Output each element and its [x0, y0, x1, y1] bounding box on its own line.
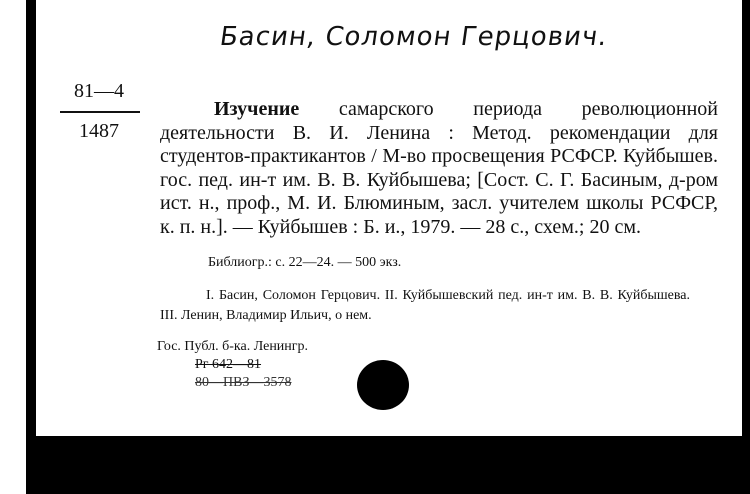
- bibliography-note: Библиогр.: с. 22—24. — 500 экз.: [208, 255, 402, 270]
- library-stamp-line-3: 80—ПВЗ—3578: [195, 375, 292, 390]
- library-stamp-line-2: Рг 642—81: [195, 357, 262, 372]
- bibliographic-description: [160, 98, 718, 239]
- classification-divider: [60, 111, 140, 113]
- punch-hole: [357, 360, 409, 410]
- handwritten-heading: Басин, Соломон Герцович.: [217, 22, 610, 52]
- library-stamp: [157, 338, 308, 392]
- title-bold: Изучение: [214, 98, 300, 120]
- tracings: I. Басин, Соломон Герцович. II. Куйбышевский пед. ин-т им. В. В. Куйбышева. III. Ленин, Владимир Ильич, о нем.: [160, 288, 690, 323]
- scan-left-margin: [0, 0, 26, 494]
- library-stamp-line-1: Гос. Публ. б-ка. Ленингр.: [157, 339, 309, 354]
- description-text: самарского периода революционной деятельности В. И. Ленина : Метод. рекомендации для студентов-практикантов / М-во просвещения РСФСР. Куйбышев. гос. пед. ин-т им. В. В. Куйбышева; [Сост. С. Г. Басиным, д-ром ист. н., проф., М. И. Блюминым, засл. учителем школы РСФСР, к. п. н.]. — Куйбышев : Б. и., 1979. — 28 с., схем.; 20 см.: [160, 98, 719, 238]
- scan-right-shadow: [742, 0, 750, 440]
- card-number: 1487: [79, 120, 119, 142]
- classification-code: 81—4: [74, 80, 124, 102]
- scan-bottom-shadow: [36, 436, 750, 494]
- scan-left-shadow: [26, 0, 36, 494]
